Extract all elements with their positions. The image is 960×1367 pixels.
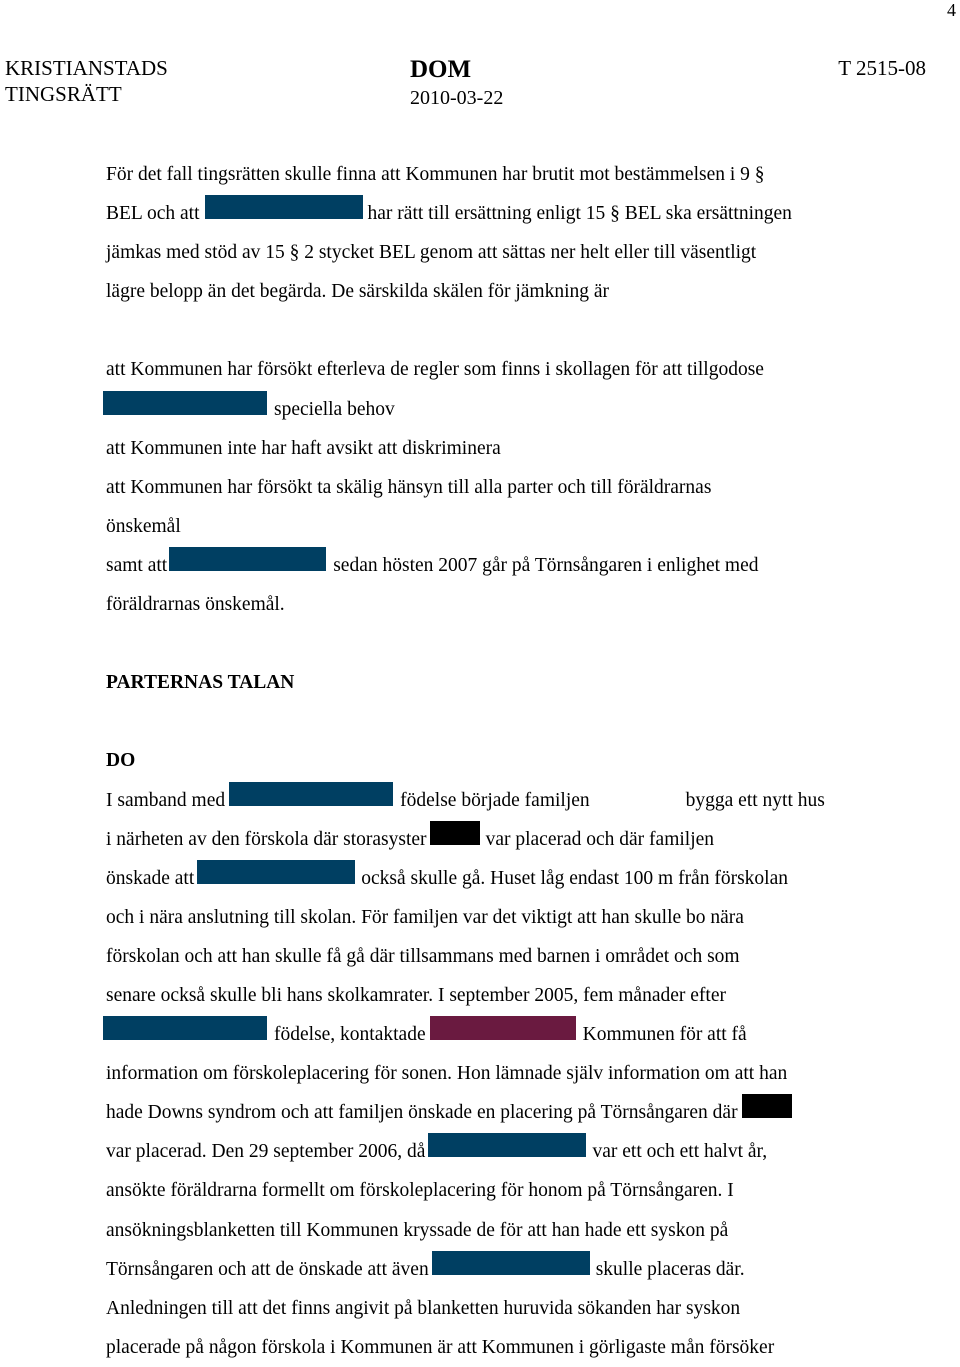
- court-name-line2: TINGSRÄTT: [5, 82, 122, 106]
- text-line: Törnsångaren och att de önskade att även skulle placeras där.: [106, 1250, 906, 1289]
- text-line: lägre belopp än det begärda. De särskilda skälen för jämkning är: [106, 281, 610, 303]
- court-name-line1: KRISTIANSTADS: [5, 56, 168, 80]
- text-line: att Kommunen har försökt ta skälig hänsyn till alla parter och till föräldrarnas: [106, 476, 712, 498]
- redacted-name: [432, 1251, 590, 1275]
- blank-line: [106, 702, 906, 741]
- blank-line: [106, 311, 906, 350]
- text-line: önskemål: [106, 515, 181, 537]
- redacted-name: [742, 1094, 792, 1118]
- text-line: förskolan och att han skulle få gå där tillsammans med barnen i området och som: [106, 945, 740, 967]
- redacted-name: [103, 391, 267, 415]
- page-number: 4: [947, 0, 956, 20]
- court-name: [5, 55, 168, 107]
- document-type: DOM: [410, 56, 472, 83]
- document-type-block: [410, 55, 503, 111]
- redacted-name: [205, 195, 363, 219]
- redacted-name: [197, 860, 355, 884]
- text-line: i närheten av den förskola där storasyster var placerad och där familjen: [106, 820, 906, 859]
- text-line: senare också skulle bli hans skolkamrater. I september 2005, fem månader efter: [106, 984, 726, 1006]
- text-line: jämkas med stöd av 15 § 2 stycket BEL genom att sättas ner helt eller till väsentligt: [106, 242, 757, 264]
- redacted-name: [430, 821, 480, 845]
- text-line: speciella behov: [106, 390, 906, 429]
- text-line: ansökningsblanketten till Kommunen kryssade de för att han hade ett syskon på: [106, 1219, 729, 1241]
- text-line: hade Downs syndrom och att familjen önskade en placering på Törnsångaren där: [106, 1093, 906, 1132]
- text-line: information om förskoleplacering för sonen. Hon lämnade själv information om att han: [106, 1063, 788, 1085]
- document-body: [106, 155, 906, 1367]
- redacted-name: [428, 1133, 586, 1157]
- text-line: födelse, kontaktade Kommunen för att få: [106, 1015, 906, 1054]
- text-line: ansökte föräldrarna formellt om förskoleplacering för honom på Törnsångaren. I: [106, 1180, 734, 1202]
- text-line: samt att sedan hösten 2007 går på Törnsångaren i enlighet med: [106, 546, 906, 585]
- text-line: att Kommunen inte har haft avsikt att diskriminera: [106, 437, 501, 459]
- text-line: I samband med födelse började familjen bygga ett nytt hus: [106, 781, 906, 820]
- section-heading: PARTERNAS TALAN: [106, 672, 295, 694]
- redacted-name: [229, 782, 393, 806]
- text-line: önskade att också skulle gå. Huset låg endast 100 m från förskolan: [106, 859, 906, 898]
- blank-line: [106, 624, 906, 663]
- document-date: 2010-03-22: [410, 87, 504, 109]
- redacted-name: [103, 1016, 267, 1040]
- redacted-name: [430, 1016, 576, 1040]
- redacted-name: [169, 547, 326, 571]
- text-line: BEL och att har rätt till ersättning enligt 15 § BEL ska ersättningen: [106, 194, 906, 233]
- text-line: För det fall tingsrätten skulle finna att Kommunen har brutit mot bestämmelsen i 9 §: [106, 164, 765, 185]
- text-line: Anledningen till att det finns angivit på blanketten huruvida sökanden har syskon: [106, 1297, 741, 1319]
- subsection-heading: DO: [106, 750, 136, 772]
- text-line: var placerad. Den 29 september 2006, då var ett och ett halvt år,: [106, 1132, 906, 1171]
- text-line: att Kommunen har försökt efterleva de regler som finns i skollagen för att tillgodose: [106, 359, 764, 381]
- text-line: och i nära anslutning till skolan. För familjen var det viktigt att han skulle bo nära: [106, 906, 744, 928]
- text-line: föräldrarnas önskemål.: [106, 594, 285, 616]
- case-number: T 2515-08: [838, 56, 926, 80]
- text-line: placerade på någon förskola i Kommunen är att Kommunen i görligaste mån försöker: [106, 1336, 775, 1358]
